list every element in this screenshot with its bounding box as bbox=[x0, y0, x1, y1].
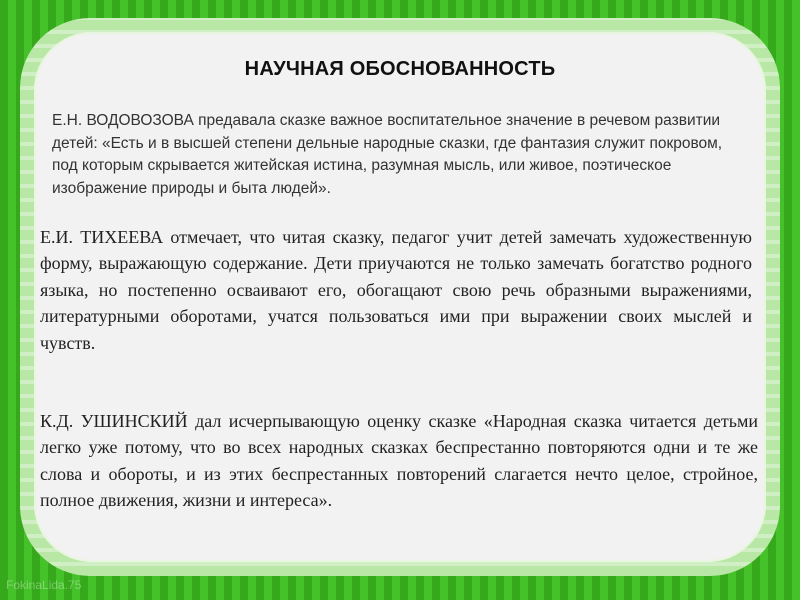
watermark: FokinaLida.75 bbox=[6, 578, 82, 592]
paragraph-tikheeva: Е.И. ТИХЕЕВА отмечает, что читая сказку, педагог учит детей замечать художественную форму, выражающую содержание. Дети приучаются не только замечать богатство родного языка, но постепенно осваивают его, обогащают свою речь образными выражениями, литературными оборотами, учатся пользоваться ими при выражении своих мыслей и чувств. bbox=[40, 227, 752, 353]
paragraph-vodovozova: Е.Н. ВОДОВОЗОВА предавала сказке важное воспитательное значение в речевом развитии детей: «Есть и в высшей степени дельные народные сказки, где фантазия служит покровом, под которым скрывается житейская истина, разумная мысль, или живое, поэтическое изображение природы и быта людей». bbox=[52, 112, 723, 197]
paragraph-ushinsky: К.Д. УШИНСКИЙ дал исчерпывающую оценку сказке «Народная сказка читается детьми легко уже потому, что во всех народных сказках беспрестанно повторяются одни и те же слова и обороты, и из этих беспрестанных повторений слагается нечто целое, стройное, полное движения, жизни и интереса». bbox=[40, 411, 758, 511]
slide-title: НАУЧНАЯ ОБОСНОВАННОСТЬ bbox=[244, 58, 556, 80]
